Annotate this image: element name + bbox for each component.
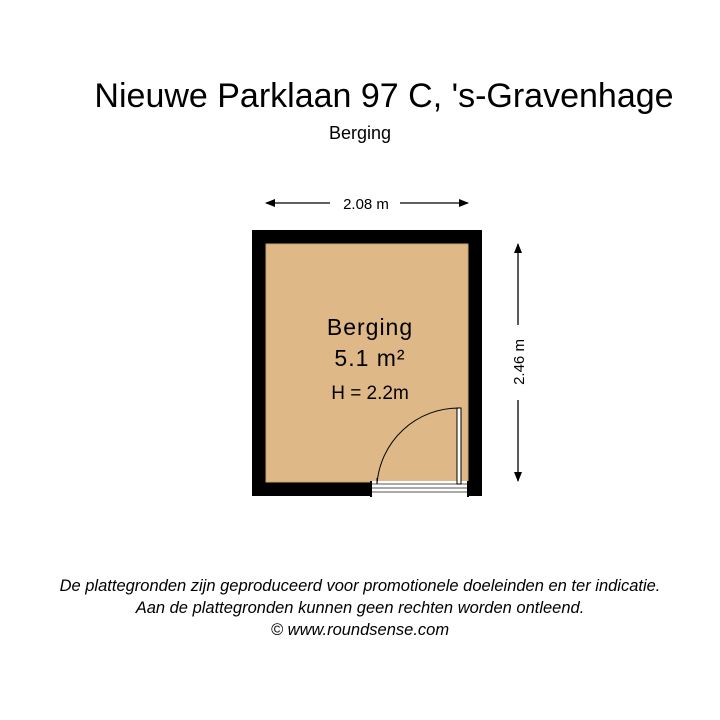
door-opening [371,481,468,497]
disclaimer [0,575,720,641]
disclaimer-line-1: De plattegronden zijn geproduceerd voor promotionele doeleinden en ter indicatie. [59,577,661,595]
room-name: Berging [326,314,414,340]
width-dimension [266,196,468,213]
room-area: 5.1 m² [334,345,406,371]
disclaimer-line-2: Aan de plattegronden kunnen geen rechten worden ontleend. [135,599,585,617]
width-label: 2.08 m [343,196,389,213]
height-label: 2.46 m [511,339,528,385]
door-leaf [457,408,461,484]
room-height: H = 2.2m [331,383,409,404]
height-dimension [511,244,528,481]
copyright-line: © www.roundsense.com [270,621,450,639]
floor-name: Berging [328,123,392,143]
page-title: Nieuwe Parklaan 97 C, 's-Gravenhage [94,77,674,115]
